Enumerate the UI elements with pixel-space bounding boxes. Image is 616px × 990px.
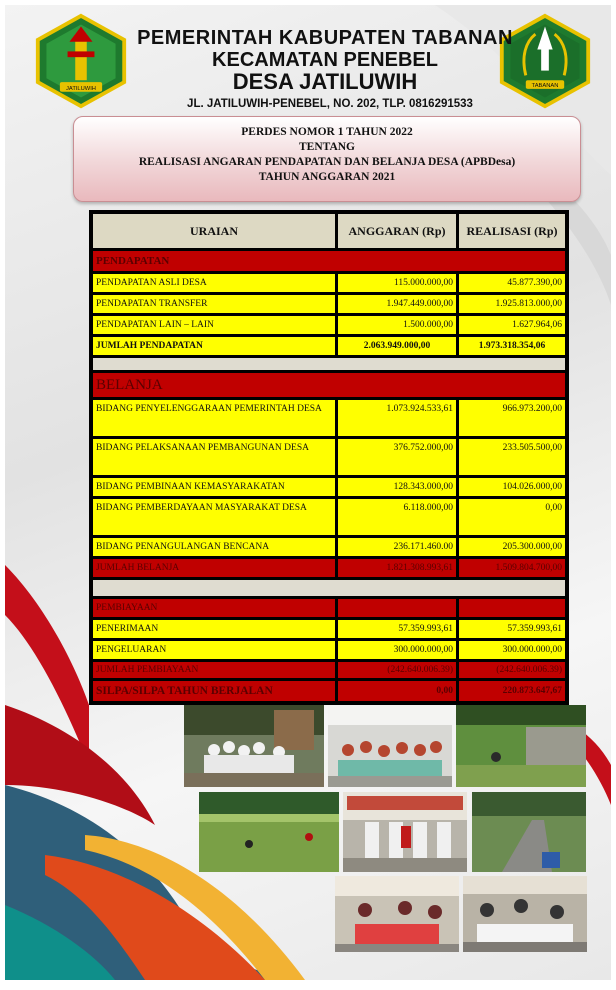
header-line-3: DESA JATILUWIH <box>232 69 418 94</box>
silpa-realisasi: 220.873.647,67 <box>459 681 565 701</box>
row-belanja-anggaran: 376.752.000,00 <box>338 439 456 475</box>
section-pembiayaan-empty <box>459 599 565 617</box>
section-pembiayaan-empty <box>338 599 456 617</box>
group-photo <box>343 792 467 872</box>
row-belanja-anggaran: 1.073.924.533,61 <box>338 400 456 436</box>
row-belanja-realisasi: 0,00 <box>459 499 565 535</box>
logo-left-text: JATILUWIH <box>66 85 96 92</box>
row-pendapatan-anggaran: 115.000.000,00 <box>338 274 456 292</box>
logo-right-text: TABANAN <box>531 82 559 89</box>
village-road-photo <box>472 792 586 872</box>
spacer-row <box>93 358 565 370</box>
row-belanja-realisasi: 233.505.500,00 <box>459 439 565 475</box>
row-pembiayaan-anggaran: 57.359.993,61 <box>338 620 456 638</box>
field-work-photo <box>456 705 586 787</box>
desk-photo-2 <box>463 876 587 952</box>
row-pembiayaan-label: PENERIMAAN <box>93 620 335 638</box>
jumlah-pendapatan-realisasi: 1.973.318.354,06 <box>459 337 565 355</box>
row-belanja-label: BIDANG PELAKSANAAN PEMBANGUNAN DESA <box>93 439 335 475</box>
silpa-label: SILPA/SILPA TAHUN BERJALAN <box>93 681 335 701</box>
header-realisasi: REALISASI (Rp) <box>459 214 565 248</box>
row-pembiayaan-label: PENGELUARAN <box>93 641 335 659</box>
row-pembiayaan-realisasi: 300.000.000,00 <box>459 641 565 659</box>
perdes-year: TAHUN ANGGARAN 2021 <box>258 171 396 183</box>
row-belanja-anggaran: 128.343.000,00 <box>338 478 456 496</box>
jumlah-pembiayaan-realisasi: (242.640.006.39) <box>459 662 565 678</box>
header-anggaran: ANGGARAN (Rp) <box>338 214 456 248</box>
address: JL. JATILUWIH-PENEBEL, NO. 202, TLP. 0816291533 <box>187 98 473 110</box>
row-pembiayaan-realisasi: 57.359.993,61 <box>459 620 565 638</box>
row-belanja-label: BIDANG PENANGULANGAN BENCANA <box>93 538 335 556</box>
perdes-number: PERDES NOMOR 1 TAHUN 2022 <box>241 126 413 138</box>
row-pendapatan-realisasi: 1.925.813.000,00 <box>459 295 565 313</box>
row-belanja-realisasi: 205.300.000,00 <box>459 538 565 556</box>
row-pendapatan-label: PENDAPATAN TRANSFER <box>93 295 335 313</box>
meeting-photo <box>328 705 452 787</box>
row-belanja-realisasi: 104.026.000,00 <box>459 478 565 496</box>
apbdes-table <box>89 210 569 705</box>
silpa-anggaran: 0,00 <box>338 681 456 701</box>
perdes-tentang: TENTANG <box>298 141 356 153</box>
row-pendapatan-realisasi: 45.877.390,00 <box>459 274 565 292</box>
jumlah-pendapatan-anggaran: 2.063.949.000,00 <box>338 337 456 355</box>
row-pendapatan-label: PENDAPATAN LAIN – LAIN <box>93 316 335 334</box>
row-belanja-label: BIDANG PENYELENGGARAAN PEMERINTAH DESA <box>93 400 335 436</box>
jumlah-belanja-anggaran: 1.821.308.993,61 <box>338 559 456 577</box>
row-belanja-label: BIDANG PEMBERDAYAAN MASYARAKAT DESA <box>93 499 335 535</box>
jumlah-pembiayaan-anggaran: (242.640.006.39) <box>338 662 456 678</box>
field-photo <box>199 792 339 872</box>
row-belanja-label: BIDANG PEMBINAAN KEMASYARAKATAN <box>93 478 335 496</box>
row-pendapatan-anggaran: 1.947.449.000,00 <box>338 295 456 313</box>
desk-photo-1 <box>335 876 459 952</box>
row-pendapatan-realisasi: 1.627.964,06 <box>459 316 565 334</box>
row-belanja-anggaran: 6.118.000,00 <box>338 499 456 535</box>
row-belanja-realisasi: 966.973.200,00 <box>459 400 565 436</box>
jumlah-pendapatan-label: JUMLAH PENDAPATAN <box>93 337 335 355</box>
section-pembiayaan: PEMBIAYAAN <box>93 599 335 617</box>
section-belanja: BELANJA <box>93 373 565 397</box>
ceremony-photo <box>184 705 324 787</box>
header-line-2: KECAMATAN PENEBEL <box>212 49 438 71</box>
jumlah-belanja-realisasi: 1.509.804.700,00 <box>459 559 565 577</box>
row-pendapatan-anggaran: 1.500.000,00 <box>338 316 456 334</box>
row-pendapatan-label: PENDAPATAN ASLI DESA <box>93 274 335 292</box>
perdes-subject: REALISASI ANGARAN PENDAPATAN DAN BELANJA DESA (APBDesa) <box>138 156 516 168</box>
spacer-row <box>93 580 565 596</box>
poster <box>5 5 611 980</box>
header-uraian: URAIAN <box>93 214 335 248</box>
header-line-1: PEMERINTAH KABUPATEN TABANAN <box>137 27 513 49</box>
perdes-title-box <box>73 116 581 202</box>
row-belanja-anggaran: 236.171.460.00 <box>338 538 456 556</box>
jumlah-belanja-label: JUMLAH BELANJA <box>93 559 335 577</box>
section-pendapatan: PENDAPATAN <box>93 251 565 271</box>
jumlah-pembiayaan-label: JUMLAH PEMBIAYAAN <box>93 662 335 678</box>
row-pembiayaan-anggaran: 300.000.000,00 <box>338 641 456 659</box>
